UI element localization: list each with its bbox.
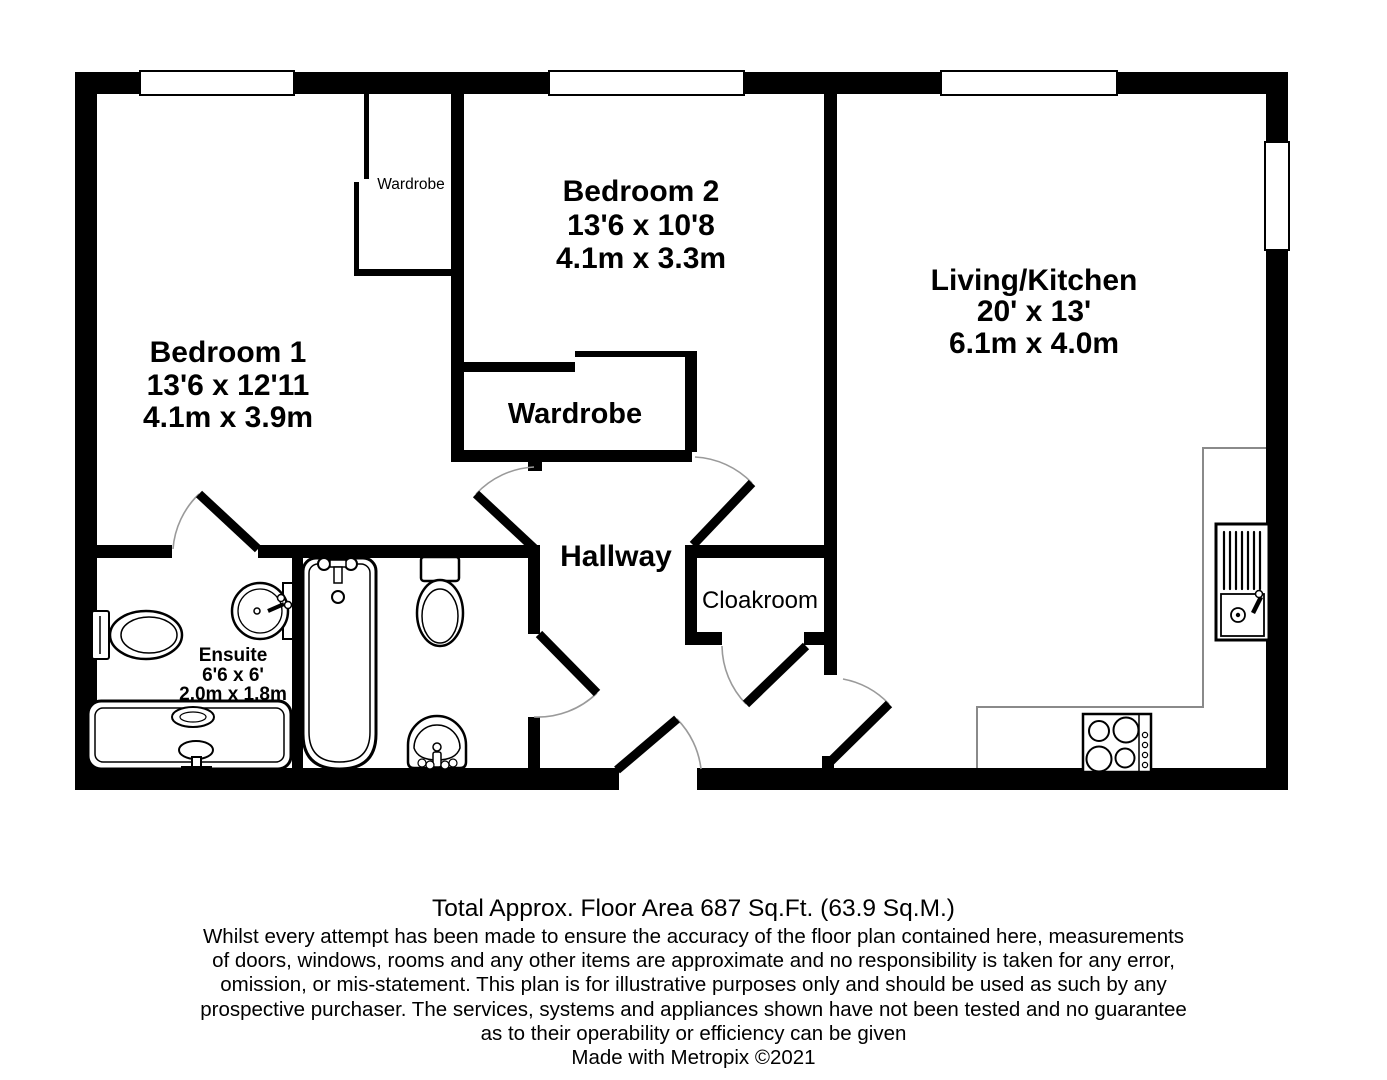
wall-cloakroom-stub-left [685,632,722,645]
wall-ensuite-bathroom [292,545,303,772]
wall-bathroom-right-lower [528,717,540,772]
bath-tap-base [181,766,212,770]
hob-ring3 [1087,747,1112,772]
door-leaf-front [617,719,677,770]
total-floor-area: Total Approx. Floor Area 687 Sq.Ft. (63.9 Sq.M.) [432,895,955,922]
hob-knob3 [1142,752,1147,757]
door-arc-ensuite [173,494,199,549]
bath-mixer-stem [334,567,342,583]
basin-dot3 [441,761,449,769]
door-leaf-bedroom2 [693,483,752,545]
window-bedroom1 [140,71,294,95]
toilet-cistern [421,557,459,581]
room-label-ensuite-ft: 6'6 x 6' [202,665,264,686]
bath-mixer-bar [330,560,346,567]
room-label-wardrobe: Wardrobe [507,398,643,430]
hob-knob4 [1142,762,1147,767]
door-arc-living [843,679,889,704]
hob [1083,714,1151,772]
wall-closet-line1 [364,94,369,179]
door-leaf-bedroom1 [476,494,536,550]
wall-bottom-right [697,768,1288,790]
hob-knob2 [1142,742,1147,747]
toilet-bowl [417,580,463,646]
door-leaf-bathroom [539,634,597,693]
basin-tap-knob2 [285,602,292,609]
wall-bathroom-right-upper [528,558,540,634]
room-label-bedroom2-name: Bedroom 2 [562,175,720,208]
bathtub-ensuite [88,701,291,770]
basin-tap-knob [433,743,441,751]
room-label-bedroom1-name: Bedroom 1 [149,336,307,369]
room-label-living-ft: 20' x 13' [976,295,1092,328]
room-label-living-m: 6.1m x 4.0m [948,327,1120,360]
wall-closet-bottom [356,269,451,276]
door-leaf-ensuite [199,494,258,549]
door-arc-bedroom1 [476,467,534,494]
toilet-ensuite [92,611,182,659]
room-label-bedroom1-m: 4.1m x 3.9m [142,401,314,434]
basin-dot1 [418,759,426,767]
disclaimer-line-2: of doors, windows, rooms and any other items are approximate and no responsibility is taken for any error, [212,949,1175,973]
door-leaf-cloakroom [746,646,806,704]
room-label-wardrobe-small: Wardrobe [377,176,445,193]
disclaimer-line-5: as to their operability or efficiency can be given [480,1021,907,1045]
window-living [941,71,1117,95]
room-label-ensuite-m: 2.0m x 1.8m [179,684,287,705]
door-arc-cloakroom [722,646,746,704]
basin-ensuite [232,583,293,639]
room-label-ensuite-name: Ensuite [198,645,268,666]
bath-tap-knob1 [318,558,330,570]
sink-tap-knob [1256,591,1263,598]
wall-cloakroom-top [685,545,837,558]
wall-wardrobe-right [685,351,697,452]
wall-ensuite-top-left [87,545,172,558]
wall-bed1-bed2-divider [451,94,464,462]
wall-wardrobe-bottom [451,450,692,462]
basin-bathroom [408,716,466,769]
door-arc-bedroom2 [695,457,752,483]
room-label-living-name: Living/Kitchen [930,264,1138,297]
window-living-right [1265,142,1289,250]
bath-outer [303,558,376,769]
wall-bed2-living [824,94,837,675]
room-label-bedroom2-m: 4.1m x 3.3m [555,242,727,275]
disclaimer-line-4: prospective purchaser. The services, systems and appliances shown have not been tested and no guarantee [200,997,1187,1021]
wall-cloakroom-left [685,545,697,645]
room-label-hallway: Hallway [560,540,672,573]
window-bedroom2 [549,71,744,95]
room-label-bedroom2-ft: 13'6 x 10'8 [567,209,715,242]
wall-left [75,72,97,790]
footer [0,896,1387,1070]
disclaimer-line-1: Whilst every attempt has been made to ensure the accuracy of the floor plan contained here, measurements [202,925,1185,948]
room-label-cloakroom: Cloakroom [701,587,819,614]
basin-dot4 [449,759,457,767]
bath-overflow [172,707,214,727]
drainer-bars [1224,532,1260,589]
kitchen-sink-drainer [1216,524,1269,640]
bath-tap-knob2 [345,558,357,570]
wall-wardrobe-top-left [458,362,575,372]
sink-drain-dot [1236,613,1240,617]
room-label-bedroom1-ft: 13'6 x 12'11 [146,369,310,402]
bath-drain [332,591,344,603]
metropix-credit: Made with Metropix ©2021 [571,1046,816,1070]
wall-cloakroom-stub-right [804,632,837,645]
disclaimer-line-3: omission, or mis-statement. This plan is for illustrative purposes only and should be used as such by any [220,973,1167,997]
basin-dot2 [426,761,434,769]
bathtub-bathroom [303,558,376,769]
hob-ring4 [1116,749,1135,768]
hob-knob1 [1142,732,1147,737]
wall-closet-line2 [354,182,359,276]
wall-wardrobe-top-right [575,351,692,357]
toilet-bathroom [417,557,463,646]
door-arc-front [677,719,701,769]
door-arc-bathroom [534,693,597,717]
hob-ring2 [1114,718,1139,743]
door-leaf-living [829,704,889,763]
basin-tap-knob1 [278,595,285,602]
basin-plug [254,608,260,614]
hob-ring1 [1089,721,1109,741]
